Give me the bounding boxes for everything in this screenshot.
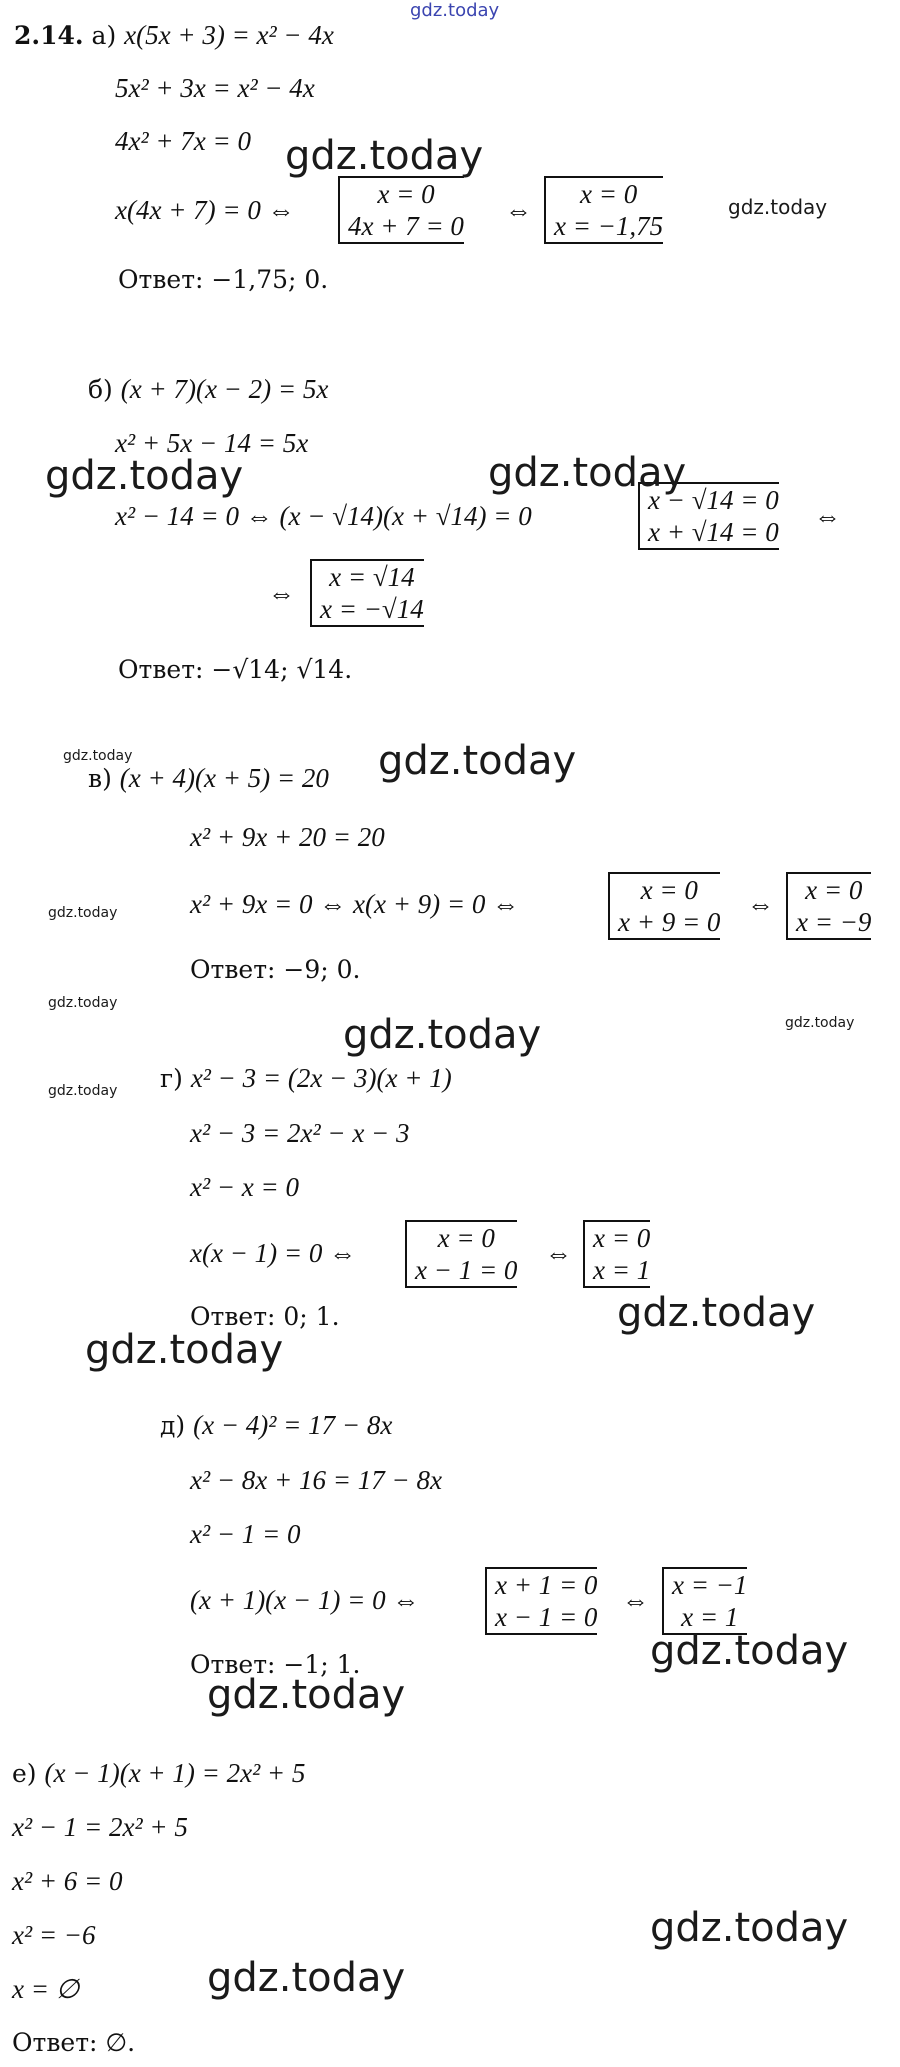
part-e-step4: x = ∅: [12, 1974, 80, 2004]
part-b-header: [88, 374, 328, 405]
part-v-step1: x² + 9x + 20 = 20: [190, 822, 385, 852]
watermark: gdz.today: [785, 1015, 855, 1031]
watermark: gdz.today: [63, 748, 133, 764]
part-v-sys2-row1: x = 0: [805, 875, 863, 905]
part-b-equation: (x + 7)(x − 2) = 5x: [120, 374, 329, 404]
part-e-header: [12, 1758, 305, 1789]
part-a-sys2-row1: x = 0: [579, 179, 638, 209]
part-g-iff: ⇔: [545, 1238, 572, 1268]
part-v-header: [88, 763, 329, 794]
part-d-sys2-row1: x = −1: [672, 1570, 748, 1600]
part-a-step2: 4x² + 7x = 0: [115, 126, 252, 156]
part-b-sys2-row1: x = √14: [329, 562, 415, 592]
part-a-system1: [338, 176, 464, 244]
watermark: gdz.today: [488, 450, 687, 496]
part-a-step3: x(4x + 7) = 0 ⇔: [115, 195, 295, 225]
part-d-header: [160, 1410, 392, 1441]
watermark: gdz.today: [285, 133, 484, 179]
watermark: gdz.today: [85, 1327, 284, 1373]
part-v-sys2-row2: x = −9: [796, 907, 872, 937]
part-g-step3: x(x − 1) = 0 ⇔: [190, 1238, 357, 1268]
watermark: gdz.today: [378, 738, 577, 784]
part-b-system2: [310, 559, 424, 627]
part-g-sys1-row2: x − 1 = 0: [415, 1255, 518, 1285]
part-e-step2: x² + 6 = 0: [12, 1866, 123, 1896]
watermark: gdz.today: [48, 995, 118, 1011]
part-a-header: [14, 20, 334, 51]
part-a-step1: 5x² + 3x = x² − 4x: [115, 73, 315, 103]
part-v-step2: x² + 9x = 0 ⇔ x(x + 9) = 0 ⇔: [190, 889, 520, 919]
part-g-sys1-row1: x = 0: [437, 1223, 495, 1253]
part-v-iff: ⇔: [747, 889, 774, 919]
part-b-iff-after: ⇔: [814, 501, 841, 531]
part-v-system2: [786, 872, 871, 940]
part-v-sys1-row2: x + 9 = 0: [618, 907, 721, 937]
part-a-system2: [544, 176, 663, 244]
watermark: gdz.today: [45, 453, 244, 499]
watermark: gdz.today: [343, 1012, 542, 1058]
watermark: gdz.today: [650, 1628, 849, 1674]
part-a-answer: Ответ: −1,75; 0.: [118, 265, 329, 294]
part-a-sys1-row1: x = 0: [377, 179, 435, 209]
part-g-step1: x² − 3 = 2x² − x − 3: [190, 1118, 410, 1148]
part-a-sys2-row2: x = −1,75: [554, 211, 664, 241]
problem-number: 2.14.: [14, 21, 84, 50]
part-v-system1: [608, 872, 720, 940]
part-v-answer: Ответ: −9; 0.: [190, 955, 361, 984]
watermark: gdz.today: [207, 1955, 406, 2001]
part-d-step2: x² − 1 = 0: [190, 1519, 301, 1549]
part-g-answer: Ответ: 0; 1.: [190, 1302, 340, 1331]
part-d-iff: ⇔: [622, 1585, 649, 1615]
part-d-system1: [485, 1567, 597, 1635]
part-d-sys2-row2: x = 1: [681, 1602, 739, 1632]
part-v-sys1-row1: x = 0: [640, 875, 698, 905]
part-g-step2: x² − x = 0: [190, 1172, 300, 1202]
part-d-sys1-row1: x + 1 = 0: [495, 1570, 598, 1600]
part-v-equation: (x + 4)(x + 5) = 20: [119, 763, 329, 793]
part-g-header: [160, 1063, 452, 1094]
part-d-label: д): [160, 1411, 186, 1440]
part-b-step1: x² + 5x − 14 = 5x: [115, 428, 309, 458]
part-v-label: в): [88, 764, 112, 793]
part-a-label: а): [91, 21, 117, 50]
part-g-equation: x² − 3 = (2x − 3)(x + 1): [190, 1063, 452, 1093]
part-e-equation: (x − 1)(x + 1) = 2x² + 5: [44, 1758, 306, 1788]
part-d-system2: [662, 1567, 747, 1635]
part-e-label: е): [12, 1759, 37, 1788]
watermark: gdz.today: [650, 1905, 849, 1951]
part-d-sys1-row2: x − 1 = 0: [495, 1602, 598, 1632]
part-e-step1: x² − 1 = 2x² + 5: [12, 1812, 188, 1842]
part-b-sys2-row2: x = −√14: [320, 594, 424, 624]
part-e-answer: Ответ: ∅.: [12, 2028, 136, 2057]
watermark: gdz.today: [48, 905, 118, 921]
part-b-sys1-row2: x + √14 = 0: [648, 517, 779, 547]
part-b-sys1-row1: x − √14 = 0: [648, 485, 779, 515]
watermark: gdz.today: [728, 195, 828, 219]
part-a-sys1-row2: 4x + 7 = 0: [348, 211, 464, 241]
part-d-step3: (x + 1)(x − 1) = 0 ⇔: [190, 1585, 420, 1615]
part-g-system2: [583, 1220, 650, 1288]
part-d-step1: x² − 8x + 16 = 17 − 8x: [190, 1465, 442, 1495]
part-g-sys2-row1: x = 0: [593, 1223, 651, 1253]
part-g-sys2-row2: x = 1: [593, 1255, 651, 1285]
part-a-equation: x(5x + 3) = x² − 4x: [124, 20, 334, 50]
part-d-answer: Ответ: −1; 1.: [190, 1650, 361, 1679]
watermark: gdz.today: [617, 1290, 816, 1336]
part-g-label: г): [160, 1064, 183, 1093]
part-b-answer: Ответ: −√14; √14.: [118, 655, 353, 684]
part-b-step2: x² − 14 = 0 ⇔ (x − √14)(x + √14) = 0: [115, 501, 532, 531]
part-b-iff-before: ⇔: [268, 578, 295, 608]
part-b-label: б): [88, 375, 113, 404]
part-g-system1: [405, 1220, 517, 1288]
part-e-step3: x² = −6: [12, 1920, 96, 1950]
part-d-equation: (x − 4)² = 17 − 8x: [193, 1410, 393, 1440]
watermark: gdz.today: [48, 1083, 118, 1099]
part-a-iff: ⇔: [505, 195, 532, 225]
watermark: gdz.today: [207, 1672, 406, 1718]
watermark: gdz.today: [410, 0, 500, 21]
